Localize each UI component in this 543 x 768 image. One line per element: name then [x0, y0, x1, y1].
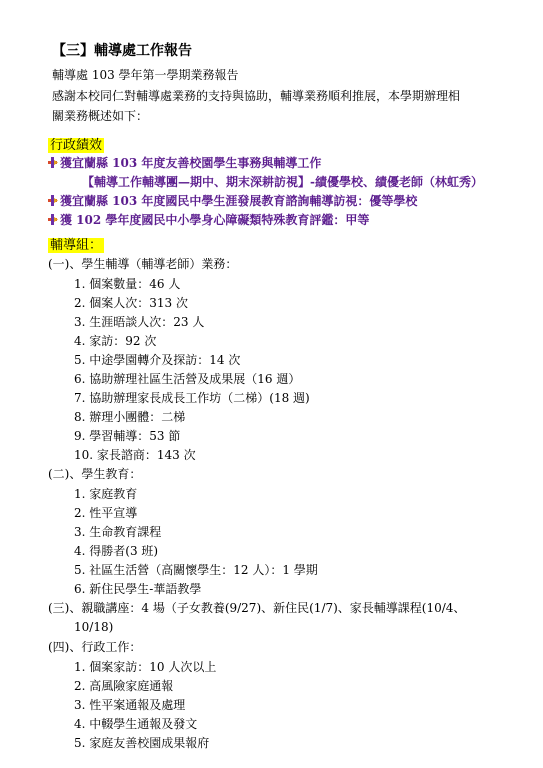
list-item: 4. 家訪：92 次 — [74, 334, 157, 348]
list-item: 5. 中途學園轉介及探訪：14 次 — [74, 353, 241, 367]
list-item: 3. 生命教育課程 — [74, 525, 162, 539]
admin-heading: 行政績效 — [50, 138, 103, 153]
report-subtitle: 輔導處 103 學年第一學期業務報告 — [52, 68, 239, 82]
admin-item-text: 【輔導工作輔導團—期中、期末深耕訪視】-績優學校、績優老師（林虹秀） — [82, 175, 483, 189]
list-item: 10. 家長諮商：143 次 — [74, 448, 196, 462]
list-item: 3. 性平案通報及處理 — [74, 698, 186, 712]
flag-bullet-icon — [48, 157, 58, 168]
list-item: 4. 中輟學生通報及發文 — [74, 717, 198, 731]
section-4-title: (四)、行政工作： — [48, 640, 142, 654]
admin-item-text: 獲宜蘭縣 103 年度友善校園學生事務與輔導工作 — [60, 156, 322, 170]
list-item: 2. 高風險家庭通報 — [74, 679, 174, 693]
flag-bullet-icon — [48, 214, 58, 225]
admin-item — [48, 212, 369, 228]
section-1-title: (一)、學生輔導（輔導老師）業務： — [48, 257, 238, 271]
list-item: 8. 辦理小團體：二梯 — [74, 410, 186, 424]
list-item: 1. 個案數量：46 人 — [74, 277, 181, 291]
page-title: 【三】輔導處工作報告 — [52, 43, 192, 59]
list-item: 2. 個案人次：313 次 — [74, 296, 188, 310]
list-item: 2. 性平宣導 — [74, 506, 138, 520]
section-2-title: (二)、學生教育： — [48, 467, 142, 481]
list-item: 3. 生涯晤談人次：23 人 — [74, 315, 205, 329]
list-item: 1. 個案家訪：10 人次以上 — [74, 660, 217, 674]
section-3-line-1: (三)、親職講座：4 場（子女教養(9/27)、新住民(1/7)、家長輔導課程(10/4、 — [48, 601, 466, 615]
admin-item — [48, 155, 321, 171]
admin-item — [48, 193, 417, 209]
guidance-heading: 輔導組： — [50, 238, 103, 253]
admin-item — [82, 174, 483, 190]
list-item: 5. 家庭友善校園成果報府 — [74, 736, 210, 750]
list-item: 6. 新住民學生-華語教學 — [74, 582, 202, 596]
list-item: 5. 社區生活營（高關懷學生：12 人）：1 學期 — [74, 563, 318, 577]
section-3-line-2: 10/18) — [74, 620, 114, 634]
list-item: 4. 得勝者(3 班) — [74, 544, 159, 558]
list-item: 6. 協助辦理社區生活營及成果展（16 週） — [74, 372, 301, 386]
list-item: 1. 家庭教育 — [74, 487, 138, 501]
list-item: 7. 協助辦理家長成長工作坊（二梯）(18 週) — [74, 391, 310, 405]
admin-item-text: 獲宜蘭縣 103 年度國民中學生涯發展教育諮詢輔導訪視：優等學校 — [60, 194, 418, 208]
intro-line-1: 感謝本校同仁對輔導處業務的支持與協助，輔導業務順利推展，本學期辦理相 — [52, 89, 461, 103]
list-item: 9. 學習輔導：53 節 — [74, 429, 181, 443]
intro-line-2: 關業務概述如下： — [52, 109, 149, 123]
flag-bullet-icon — [48, 195, 58, 206]
admin-item-text: 獲 102 學年度國民中小學身心障礙類特殊教育評鑑：甲等 — [60, 213, 370, 227]
